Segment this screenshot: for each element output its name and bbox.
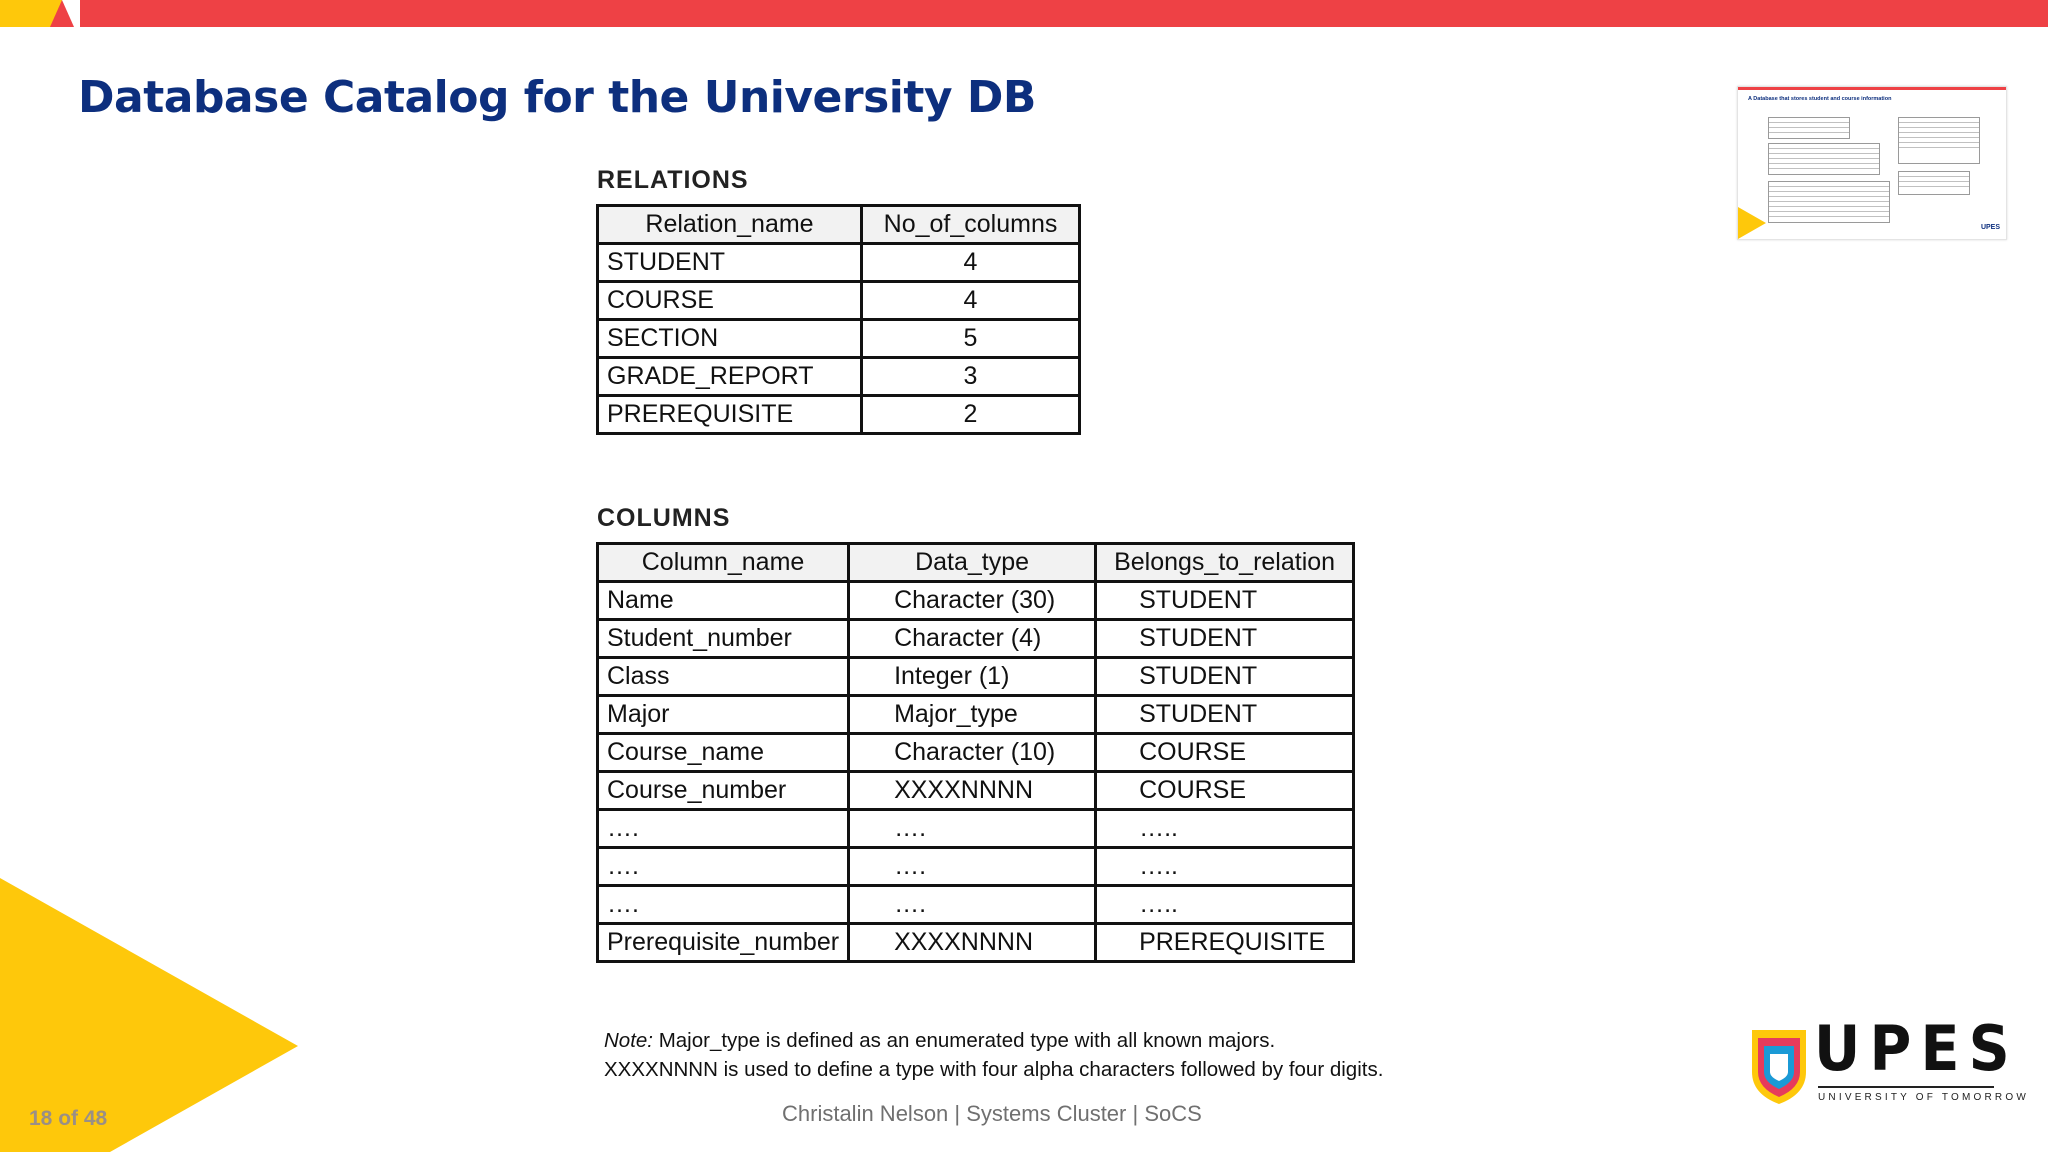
thumbnail-table (1898, 171, 1970, 195)
belongs-to-cell: PREREQUISITE (1096, 924, 1354, 962)
columns-header-row (598, 544, 1354, 582)
table-row (598, 810, 1354, 848)
upes-logo (1748, 1010, 2029, 1130)
relations-header: Relation_name (598, 206, 862, 244)
note-text (604, 1026, 1383, 1084)
columns-header: Column_name (598, 544, 849, 582)
column-name-cell: …. (598, 886, 849, 924)
relation-columns-cell: 5 (862, 320, 1080, 358)
relation-columns-cell: 4 (862, 244, 1080, 282)
table-row (598, 396, 1080, 434)
data-type-cell: …. (849, 848, 1096, 886)
page-number: 18 of 48 (29, 1107, 108, 1130)
columns-header: Data_type (849, 544, 1096, 582)
relation-columns-cell: 2 (862, 396, 1080, 434)
relation-name-cell: SECTION (598, 320, 862, 358)
data-type-cell: …. (849, 886, 1096, 924)
column-name-cell: Major (598, 696, 849, 734)
note-line-1 (604, 1026, 1383, 1055)
logo-wordmark: UPES (1814, 1012, 2019, 1085)
columns-header: Belongs_to_relation (1096, 544, 1354, 582)
column-name-cell: Name (598, 582, 849, 620)
data-type-cell: Integer (1) (849, 658, 1096, 696)
slide-title: Database Catalog for the University DB (78, 72, 1036, 123)
table-row (598, 734, 1354, 772)
table-row (598, 282, 1080, 320)
belongs-to-cell: STUDENT (1096, 582, 1354, 620)
relations-heading: RELATIONS (597, 166, 749, 194)
table-row (598, 582, 1354, 620)
table-row (598, 658, 1354, 696)
table-row (598, 848, 1354, 886)
thumbnail-table (1768, 181, 1890, 223)
thumbnail-title: A Database that stores student and course information (1748, 96, 1892, 102)
logo-tagline: UNIVERSITY OF TOMORROW (1818, 1092, 2029, 1103)
thumbnail-logo: UPES (1980, 224, 2000, 231)
data-type-cell: …. (849, 810, 1096, 848)
column-name-cell: Prerequisite_number (598, 924, 849, 962)
top-accent-bar (0, 0, 2048, 27)
relation-name-cell: COURSE (598, 282, 862, 320)
belongs-to-cell: COURSE (1096, 772, 1354, 810)
thumbnail-yellow-triangle (1738, 207, 1766, 239)
column-name-cell: Course_name (598, 734, 849, 772)
data-type-cell: Character (10) (849, 734, 1096, 772)
relation-name-cell: GRADE_REPORT (598, 358, 862, 396)
data-type-cell: XXXXNNNN (849, 772, 1096, 810)
data-type-cell: Character (30) (849, 582, 1096, 620)
column-name-cell: …. (598, 848, 849, 886)
table-row (598, 696, 1354, 734)
table-row (598, 886, 1354, 924)
thumbnail-table (1768, 143, 1880, 175)
relations-header-row (598, 206, 1080, 244)
thumbnail-table (1898, 117, 1980, 164)
table-row (598, 924, 1354, 962)
table-row (598, 320, 1080, 358)
column-name-cell: …. (598, 810, 849, 848)
thumbnail-top-bar (1738, 87, 2006, 90)
column-name-cell: Course_number (598, 772, 849, 810)
top-left-yellow-corner (0, 0, 80, 27)
thumbnail-table (1768, 117, 1850, 139)
belongs-to-cell: STUDENT (1096, 658, 1354, 696)
note-line-1-text: Major_type is defined as an enumerated type with all known majors. (658, 1029, 1276, 1052)
belongs-to-cell: STUDENT (1096, 696, 1354, 734)
footer-text: Christalin Nelson | Systems Cluster | SoCS (782, 1101, 1202, 1126)
belongs-to-cell: STUDENT (1096, 620, 1354, 658)
table-row (598, 244, 1080, 282)
belongs-to-cell: COURSE (1096, 734, 1354, 772)
belongs-to-cell: ….. (1096, 810, 1354, 848)
shield-icon (1748, 1022, 1814, 1106)
data-type-cell: Major_type (849, 696, 1096, 734)
relations-table (596, 204, 1081, 435)
belongs-to-cell: ….. (1096, 886, 1354, 924)
column-name-cell: Student_number (598, 620, 849, 658)
data-type-cell: XXXXNNNN (849, 924, 1096, 962)
logo-divider (1818, 1086, 1994, 1088)
columns-heading: COLUMNS (597, 504, 731, 532)
columns-table (596, 542, 1355, 963)
table-row (598, 620, 1354, 658)
table-row (598, 772, 1354, 810)
note-label: Note: (604, 1029, 653, 1052)
slide-thumbnail[interactable] (1737, 86, 2007, 240)
note-line-2: XXXXNNNN is used to define a type with four alpha characters followed by four digits. (604, 1058, 1384, 1081)
data-type-cell: Character (4) (849, 620, 1096, 658)
relation-columns-cell: 3 (862, 358, 1080, 396)
relation-columns-cell: 4 (862, 282, 1080, 320)
relation-name-cell: STUDENT (598, 244, 862, 282)
column-name-cell: Class (598, 658, 849, 696)
belongs-to-cell: ….. (1096, 848, 1354, 886)
relation-name-cell: PREREQUISITE (598, 396, 862, 434)
relations-header: No_of_columns (862, 206, 1080, 244)
table-row (598, 358, 1080, 396)
